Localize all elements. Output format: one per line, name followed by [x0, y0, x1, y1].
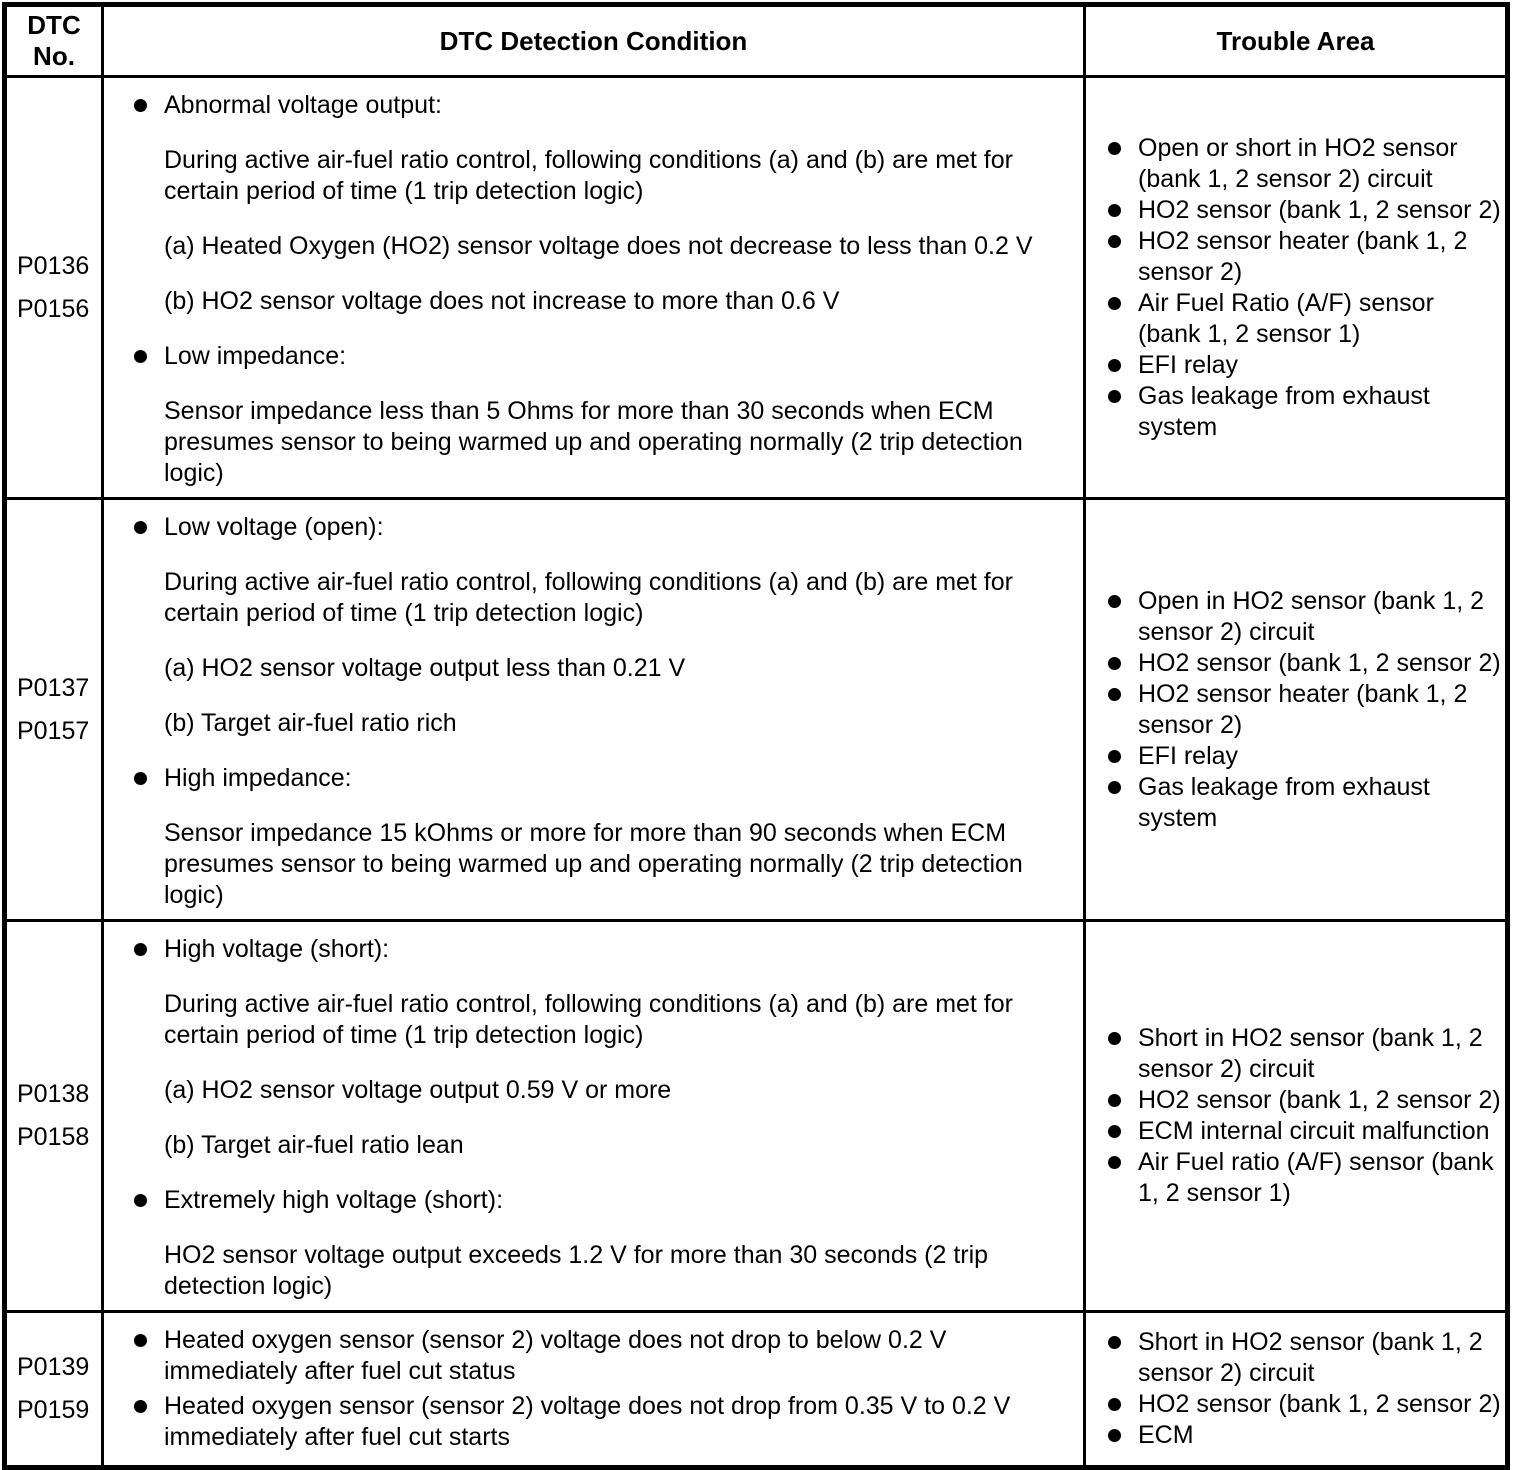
bullet-icon	[134, 772, 147, 785]
trouble-area-item	[1108, 679, 1501, 741]
condition-paragraph: During active air-fuel ratio control, following conditions (a) and (b) are met for certain period of time (1 trip detection logic)	[164, 146, 1013, 205]
condition-bullet-item	[134, 934, 1058, 965]
bullet-icon	[134, 1400, 147, 1413]
trouble-area-text: ECM internal circuit malfunction	[1138, 1117, 1490, 1145]
trouble-area-item	[1108, 350, 1501, 381]
bullet-icon	[1108, 750, 1121, 763]
condition-bullet-item	[134, 1391, 1058, 1453]
condition-bullet-item	[134, 1185, 1058, 1216]
condition-text: High voltage (short):	[164, 935, 390, 963]
condition-text: Heated oxygen sensor (sensor 2) voltage does not drop from 0.35 V to 0.2 V immediately after fuel cut starts	[164, 1392, 1011, 1451]
dtc-code: P0136	[17, 251, 90, 280]
trouble-area-text: Air Fuel Ratio (A/F) sensor (bank 1, 2 sensor 1)	[1138, 288, 1434, 348]
trouble-area-item	[1108, 288, 1501, 350]
condition-text: Low voltage (open):	[164, 513, 384, 541]
bullet-icon	[1108, 1336, 1121, 1349]
trouble-area-text: Gas leakage from exhaust system	[1138, 381, 1430, 441]
bullet-icon	[134, 350, 147, 363]
dtc-table	[2, 2, 1510, 1470]
bullet-icon	[1108, 359, 1121, 372]
trouble-area-text: HO2 sensor heater (bank 1, 2 sensor 2)	[1138, 226, 1468, 286]
detection-condition-cell	[103, 921, 1085, 1312]
bullet-icon	[134, 521, 147, 534]
bullet-icon	[1108, 1429, 1121, 1442]
dtc-code: P0139	[17, 1353, 90, 1381]
trouble-area-text: EFI relay	[1138, 350, 1239, 379]
condition-paragraph: HO2 sensor voltage output exceeds 1.2 V for more than 30 seconds (2 trip detection logic)	[164, 1241, 989, 1300]
bullet-icon	[1108, 204, 1121, 217]
bullet-icon	[1108, 1032, 1121, 1045]
condition-paragraph: (b) Target air-fuel ratio lean	[164, 1131, 464, 1159]
bullet-icon	[134, 99, 147, 112]
trouble-area-text: HO2 sensor (bank 1, 2 sensor 2)	[1138, 1086, 1501, 1114]
condition-bullet-item	[134, 763, 1058, 794]
condition-paragraph: During active air-fuel ratio control, following conditions (a) and (b) are met for certain period of time (1 trip detection logic)	[164, 990, 1013, 1049]
bullet-icon	[1108, 235, 1121, 248]
column-header-trouble-area: Trouble Area	[1085, 5, 1508, 77]
manual-page	[0, 2, 1520, 1451]
table-row	[5, 77, 1508, 499]
trouble-area-item	[1108, 1147, 1501, 1209]
bullet-icon	[134, 1334, 147, 1347]
dtc-code: P0138	[17, 1080, 90, 1108]
bullet-icon	[1108, 297, 1121, 310]
condition-bullet-item	[134, 512, 1058, 543]
condition-paragraph: (a) HO2 sensor voltage output 0.59 V or more	[164, 1076, 672, 1104]
condition-paragraph: During active air-fuel ratio control, following conditions (a) and (b) are met for certain period of time (1 trip detection logic)	[164, 568, 1013, 627]
condition-paragraph: Sensor impedance less than 5 Ohms for more than 30 seconds when ECM presumes sensor to being warmed up and operating normally (2 trip detection logic)	[164, 397, 1023, 487]
trouble-area-text: HO2 sensor (bank 1, 2 sensor 2)	[1138, 1390, 1501, 1418]
table-body	[5, 77, 1508, 1468]
trouble-area-item	[1108, 1116, 1501, 1147]
bullet-icon	[1108, 688, 1121, 701]
trouble-area-text: HO2 sensor heater (bank 1, 2 sensor 2)	[1138, 679, 1468, 739]
trouble-area-item	[1108, 226, 1501, 288]
condition-text: Low impedance:	[164, 342, 347, 370]
trouble-area-cell	[1085, 499, 1508, 921]
detection-condition-cell	[103, 499, 1085, 921]
trouble-area-item	[1108, 133, 1501, 195]
condition-bullet-item	[134, 341, 1058, 372]
bullet-icon	[1108, 657, 1121, 670]
dtc-no-cell	[5, 1312, 103, 1468]
trouble-area-item	[1108, 381, 1501, 443]
dtc-no-cell	[5, 77, 103, 499]
column-header-dtc-no: DTC No.	[5, 5, 103, 77]
trouble-area-item	[1108, 741, 1501, 772]
bullet-icon	[1108, 390, 1121, 403]
bullet-icon	[134, 943, 147, 956]
trouble-area-item	[1108, 1389, 1501, 1420]
trouble-area-item	[1108, 1085, 1501, 1116]
condition-paragraph: (b) Target air-fuel ratio rich	[164, 709, 457, 737]
trouble-area-cell	[1085, 921, 1508, 1312]
dtc-no-cell	[5, 499, 103, 921]
trouble-area-text: HO2 sensor (bank 1, 2 sensor 2)	[1138, 195, 1501, 224]
dtc-code: P0137	[17, 673, 90, 702]
bullet-icon	[1108, 142, 1121, 155]
trouble-area-text: Short in HO2 sensor (bank 1, 2 sensor 2) circuit	[1138, 1328, 1483, 1387]
bullet-icon	[1108, 595, 1121, 608]
trouble-area-item	[1108, 1420, 1501, 1451]
trouble-area-text: HO2 sensor (bank 1, 2 sensor 2)	[1138, 648, 1501, 677]
dtc-code: P0157	[17, 716, 90, 745]
condition-bullet-item	[134, 1325, 1058, 1387]
trouble-area-item	[1108, 586, 1501, 648]
condition-text: Extremely high voltage (short):	[164, 1186, 504, 1214]
trouble-area-text: Short in HO2 sensor (bank 1, 2 sensor 2) circuit	[1138, 1024, 1483, 1083]
trouble-area-text: Open in HO2 sensor (bank 1, 2 sensor 2) circuit	[1138, 586, 1485, 646]
trouble-area-cell	[1085, 1312, 1508, 1468]
trouble-area-item	[1108, 1327, 1501, 1389]
condition-text: High impedance:	[164, 764, 352, 792]
condition-paragraph: (a) Heated Oxygen (HO2) sensor voltage does not decrease to less than 0.2 V	[164, 232, 1033, 260]
condition-paragraph: (a) HO2 sensor voltage output less than 0.21 V	[164, 654, 686, 682]
trouble-area-item	[1108, 648, 1501, 679]
trouble-area-text: Air Fuel ratio (A/F) sensor (bank 1, 2 sensor 1)	[1138, 1148, 1494, 1207]
condition-text: Heated oxygen sensor (sensor 2) voltage does not drop to below 0.2 V immediately after fuel cut status	[164, 1326, 947, 1385]
bullet-icon	[1108, 1125, 1121, 1138]
table-row	[5, 1312, 1508, 1468]
header-row	[5, 5, 1508, 77]
condition-text: Abnormal voltage output:	[164, 91, 442, 119]
detection-condition-cell	[103, 77, 1085, 499]
dtc-code: P0158	[17, 1123, 90, 1151]
trouble-area-item	[1108, 772, 1501, 834]
table-row	[5, 499, 1508, 921]
detection-condition-cell	[103, 1312, 1085, 1468]
dtc-code: P0159	[17, 1396, 90, 1424]
bullet-icon	[1108, 781, 1121, 794]
condition-bullet-item	[134, 90, 1058, 121]
column-header-detection-condition: DTC Detection Condition	[103, 5, 1085, 77]
trouble-area-item	[1108, 1023, 1501, 1085]
dtc-code: P0156	[17, 294, 90, 323]
table-row	[5, 921, 1508, 1312]
trouble-area-text: ECM	[1138, 1421, 1194, 1449]
bullet-icon	[1108, 1398, 1121, 1411]
bullet-icon	[134, 1194, 147, 1207]
trouble-area-text: EFI relay	[1138, 741, 1239, 770]
trouble-area-cell	[1085, 77, 1508, 499]
condition-paragraph: Sensor impedance 15 kOhms or more for more than 90 seconds when ECM presumes sensor to being warmed up and operating normally (2 trip detection logic)	[164, 819, 1023, 909]
trouble-area-text: Gas leakage from exhaust system	[1138, 772, 1430, 832]
condition-paragraph: (b) HO2 sensor voltage does not increase to more than 0.6 V	[164, 287, 840, 315]
trouble-area-item	[1108, 195, 1501, 226]
trouble-area-text: Open or short in HO2 sensor (bank 1, 2 sensor 2) circuit	[1138, 133, 1458, 193]
bullet-icon	[1108, 1094, 1121, 1107]
dtc-no-cell	[5, 921, 103, 1312]
bullet-icon	[1108, 1156, 1121, 1169]
